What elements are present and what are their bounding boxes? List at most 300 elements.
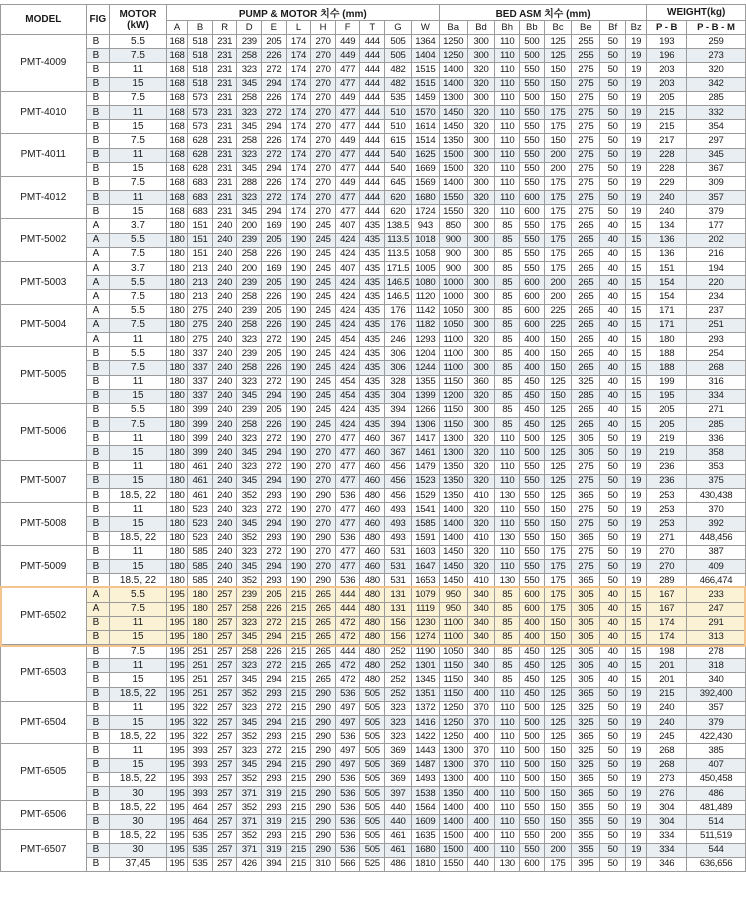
value-cell: 1515 (411, 63, 439, 77)
value-cell: 171 (647, 318, 687, 332)
motor-cell: 5.5 (110, 233, 167, 247)
value-cell: 477 (335, 148, 360, 162)
value-cell: 345 (237, 77, 262, 91)
value-cell: 290 (311, 716, 336, 730)
value-cell: 234 (686, 290, 745, 304)
value-cell: 550 (520, 134, 545, 148)
value-cell: 393 (188, 786, 213, 800)
value-cell: 200 (544, 276, 572, 290)
value-cell: 15 (625, 659, 646, 673)
table-row (1, 233, 746, 247)
table-row (1, 758, 746, 772)
value-cell: 226 (262, 91, 287, 105)
value-cell: 394 (385, 418, 412, 432)
value-cell: 19 (625, 176, 646, 190)
motor-cell: 15 (110, 77, 167, 91)
value-cell: 226 (262, 361, 287, 375)
value-cell: 265 (572, 403, 600, 417)
value-cell: 125 (544, 673, 572, 687)
value-cell: 195 (166, 630, 187, 644)
fig-cell: B (86, 815, 110, 829)
value-cell: 323 (237, 191, 262, 205)
value-cell: 450 (520, 403, 545, 417)
value-cell: 110 (495, 176, 520, 190)
value-cell: 275 (572, 176, 600, 190)
value-cell: 480 (360, 659, 385, 673)
value-cell: 205 (262, 276, 287, 290)
value-cell: 15 (625, 290, 646, 304)
value-cell: 215 (286, 829, 311, 843)
fig-cell: B (86, 801, 110, 815)
value-cell: 154 (647, 290, 687, 304)
value-cell: 253 (647, 503, 687, 517)
value-cell: 193 (647, 35, 687, 49)
value-cell: 50 (600, 446, 626, 460)
value-cell: 271 (647, 531, 687, 545)
value-cell: 1400 (439, 815, 467, 829)
value-cell: 215 (286, 602, 311, 616)
value-cell: 395 (572, 857, 600, 871)
value-cell: 268 (647, 758, 687, 772)
value-cell: 85 (495, 332, 520, 346)
table-row (1, 332, 746, 346)
value-cell: 50 (600, 63, 626, 77)
motor-header-line1: MOTOR (119, 8, 157, 20)
value-cell: 125 (544, 403, 572, 417)
motor-cell: 18.5, 22 (110, 531, 167, 545)
value-cell: 257 (212, 645, 237, 659)
value-cell: 240 (647, 701, 687, 715)
value-cell: 290 (311, 574, 336, 588)
value-cell: 1050 (439, 645, 467, 659)
value-cell: 138.5 (385, 219, 412, 233)
value-cell: 435 (360, 418, 385, 432)
value-cell: 435 (360, 403, 385, 417)
value-cell: 215 (286, 758, 311, 772)
value-cell: 50 (600, 730, 626, 744)
value-cell: 399 (188, 446, 213, 460)
value-cell: 1450 (439, 120, 467, 134)
motor-cell: 11 (110, 616, 167, 630)
value-cell: 410 (467, 531, 495, 545)
table-row (1, 35, 746, 49)
value-cell: 449 (335, 49, 360, 63)
value-cell: 399 (188, 403, 213, 417)
motor-cell: 7.5 (110, 418, 167, 432)
value-cell: 500 (520, 701, 545, 715)
table-row (1, 361, 746, 375)
value-cell: 304 (647, 801, 687, 815)
value-cell: 536 (335, 786, 360, 800)
value-cell: 246 (385, 332, 412, 346)
value-cell: 257 (212, 701, 237, 715)
value-cell: 400 (520, 347, 545, 361)
value-cell: 19 (625, 559, 646, 573)
value-cell: 168 (166, 176, 187, 190)
value-cell: 369 (385, 772, 412, 786)
value-cell: 180 (166, 389, 187, 403)
value-cell: 50 (600, 77, 626, 91)
value-cell: 272 (262, 375, 287, 389)
motor-cell: 15 (110, 205, 167, 219)
value-cell: 180 (166, 304, 187, 318)
fig-cell: B (86, 531, 110, 545)
value-cell: 19 (625, 545, 646, 559)
value-cell: 237 (686, 304, 745, 318)
value-cell: 1100 (439, 347, 467, 361)
value-cell: 168 (166, 120, 187, 134)
value-cell: 585 (188, 574, 213, 588)
value-cell: 1550 (439, 205, 467, 219)
value-cell: 1399 (411, 389, 439, 403)
value-cell: 466,474 (686, 574, 745, 588)
value-cell: 190 (286, 262, 311, 276)
fig-cell: B (86, 205, 110, 219)
value-cell: 683 (188, 176, 213, 190)
value-cell: 505 (360, 815, 385, 829)
value-cell: 444 (360, 134, 385, 148)
value-cell: 482 (385, 63, 412, 77)
value-cell: 294 (262, 474, 287, 488)
value-cell: 536 (335, 730, 360, 744)
value-cell: 294 (262, 517, 287, 531)
value-cell: 505 (360, 744, 385, 758)
value-cell: 180 (166, 219, 187, 233)
value-cell: 294 (262, 77, 287, 91)
value-cell: 265 (572, 332, 600, 346)
value-cell: 1150 (439, 403, 467, 417)
value-cell: 168 (166, 91, 187, 105)
value-cell: 444 (335, 588, 360, 602)
value-cell: 257 (212, 659, 237, 673)
value-cell: 169 (262, 219, 287, 233)
value-cell: 323 (237, 375, 262, 389)
value-cell: 328 (385, 375, 412, 389)
value-cell: 240 (212, 531, 237, 545)
value-cell: 270 (311, 474, 336, 488)
value-cell: 188 (647, 347, 687, 361)
value-cell: 270 (311, 120, 336, 134)
value-cell: 1515 (411, 77, 439, 91)
value-cell: 319 (262, 786, 287, 800)
value-cell: 270 (311, 91, 336, 105)
value-cell: 257 (212, 616, 237, 630)
value-cell: 180 (166, 262, 187, 276)
value-cell: 190 (286, 290, 311, 304)
value-cell: 85 (495, 361, 520, 375)
value-cell: 150 (544, 347, 572, 361)
value-cell: 257 (212, 630, 237, 644)
value-cell: 150 (544, 786, 572, 800)
table-row (1, 120, 746, 134)
value-cell: 435 (360, 247, 385, 261)
value-cell: 1293 (411, 332, 439, 346)
fig-cell: B (86, 687, 110, 701)
value-cell: 215 (647, 105, 687, 119)
value-cell: 400 (467, 786, 495, 800)
value-cell: 203 (647, 63, 687, 77)
value-cell: 174 (286, 162, 311, 176)
value-cell: 110 (495, 446, 520, 460)
value-cell: 600 (520, 588, 545, 602)
value-cell: 523 (188, 503, 213, 517)
model-cell: PMT-6507 (1, 829, 87, 872)
value-cell: 259 (686, 35, 745, 49)
value-cell: 275 (572, 460, 600, 474)
value-cell: 275 (572, 91, 600, 105)
value-cell: 322 (188, 730, 213, 744)
value-cell: 19 (625, 120, 646, 134)
table-row (1, 219, 746, 233)
table-row (1, 262, 746, 276)
value-cell: 300 (467, 233, 495, 247)
motor-cell: 7.5 (110, 645, 167, 659)
value-cell: 240 (212, 403, 237, 417)
value-cell: 371 (237, 843, 262, 857)
value-cell: 450 (520, 418, 545, 432)
value-cell: 300 (467, 176, 495, 190)
value-cell: 294 (262, 758, 287, 772)
value-cell: 240 (212, 375, 237, 389)
value-cell: 113.5 (385, 247, 412, 261)
motor-cell: 11 (110, 460, 167, 474)
value-cell: 198 (647, 645, 687, 659)
value-cell: 175 (544, 176, 572, 190)
value-cell: 180 (166, 432, 187, 446)
value-cell: 19 (625, 474, 646, 488)
value-cell: 600 (520, 276, 545, 290)
value-cell: 265 (311, 602, 336, 616)
value-cell: 190 (286, 332, 311, 346)
value-cell: 270 (311, 148, 336, 162)
value-cell: 231 (212, 49, 237, 63)
value-cell: 180 (188, 616, 213, 630)
value-cell: 175 (544, 588, 572, 602)
value-cell: 444 (360, 105, 385, 119)
value-cell: 151 (188, 219, 213, 233)
value-cell: 50 (600, 786, 626, 800)
value-cell: 231 (212, 35, 237, 49)
value-cell: 220 (686, 276, 745, 290)
value-cell: 477 (335, 503, 360, 517)
value-cell: 477 (335, 191, 360, 205)
value-cell: 252 (385, 645, 412, 659)
value-cell: 300 (467, 318, 495, 332)
value-cell: 1250 (439, 730, 467, 744)
value-cell: 1570 (411, 105, 439, 119)
value-cell: 323 (237, 545, 262, 559)
value-cell: 50 (600, 460, 626, 474)
value-cell: 174 (286, 120, 311, 134)
value-cell: 500 (520, 35, 545, 49)
value-cell: 536 (335, 801, 360, 815)
value-cell: 536 (335, 843, 360, 857)
value-cell: 505 (360, 701, 385, 715)
model-cell: PMT-6506 (1, 801, 87, 829)
value-cell: 294 (262, 205, 287, 219)
fig-cell: B (86, 91, 110, 105)
motor-cell: 11 (110, 332, 167, 346)
value-cell: 400 (520, 332, 545, 346)
value-cell: 226 (262, 49, 287, 63)
value-cell: 518 (188, 63, 213, 77)
motor-cell: 5.5 (110, 403, 167, 417)
value-cell: 290 (311, 801, 336, 815)
motor-cell: 7.5 (110, 247, 167, 261)
value-cell: 190 (286, 574, 311, 588)
value-cell: 175 (544, 120, 572, 134)
value-cell: 275 (572, 148, 600, 162)
value-cell: 195 (166, 857, 187, 871)
value-cell: 270 (647, 545, 687, 559)
model-cell: PMT-5007 (1, 460, 87, 503)
value-cell: 497 (335, 716, 360, 730)
value-cell: 110 (495, 545, 520, 559)
value-cell: 285 (686, 418, 745, 432)
model-cell: PMT-6503 (1, 645, 87, 702)
value-cell: 270 (311, 105, 336, 119)
value-cell: 1404 (411, 49, 439, 63)
value-cell: 454 (335, 389, 360, 403)
value-cell: 1300 (439, 446, 467, 460)
value-cell: 19 (625, 148, 646, 162)
value-cell: 110 (495, 843, 520, 857)
value-cell: 448,456 (686, 531, 745, 545)
fig-cell: B (86, 375, 110, 389)
value-cell: 456 (385, 460, 412, 474)
value-cell: 337 (188, 375, 213, 389)
value-cell: 215 (286, 786, 311, 800)
fig-cell: B (86, 460, 110, 474)
value-cell: 85 (495, 389, 520, 403)
value-cell: 461 (188, 460, 213, 474)
value-cell: 300 (467, 247, 495, 261)
value-cell: 345 (686, 148, 745, 162)
value-cell: 190 (286, 389, 311, 403)
value-cell: 1541 (411, 503, 439, 517)
value-cell: 195 (166, 602, 187, 616)
value-cell: 500 (520, 716, 545, 730)
value-cell: 600 (520, 318, 545, 332)
value-cell: 245 (311, 332, 336, 346)
dim-header: P - B (647, 21, 687, 35)
value-cell: 435 (360, 332, 385, 346)
value-cell: 40 (600, 233, 626, 247)
value-cell: 1150 (439, 375, 467, 389)
value-cell: 435 (360, 347, 385, 361)
value-cell: 175 (544, 247, 572, 261)
value-cell: 293 (262, 730, 287, 744)
value-cell: 240 (212, 247, 237, 261)
value-cell: 190 (286, 318, 311, 332)
value-cell: 365 (572, 687, 600, 701)
value-cell: 110 (495, 687, 520, 701)
dim-header: Bz (625, 21, 646, 35)
fig-cell: B (86, 403, 110, 417)
motor-cell: 7.5 (110, 318, 167, 332)
model-cell: PMT-4010 (1, 91, 87, 134)
value-cell: 1569 (411, 176, 439, 190)
value-cell: 332 (686, 105, 745, 119)
value-cell: 258 (237, 645, 262, 659)
value-cell: 435 (360, 304, 385, 318)
value-cell: 375 (686, 474, 745, 488)
value-cell: 550 (520, 801, 545, 815)
value-cell: 477 (335, 162, 360, 176)
value-cell: 316 (686, 375, 745, 389)
value-cell: 201 (647, 659, 687, 673)
value-cell: 573 (188, 91, 213, 105)
value-cell: 257 (212, 829, 237, 843)
fig-cell: A (86, 262, 110, 276)
value-cell: 50 (600, 716, 626, 730)
value-cell: 510 (385, 105, 412, 119)
value-cell: 131 (385, 602, 412, 616)
value-cell: 371 (237, 815, 262, 829)
value-cell: 40 (600, 361, 626, 375)
motor-cell: 18.5, 22 (110, 772, 167, 786)
value-cell: 600 (520, 304, 545, 318)
motor-cell: 11 (110, 503, 167, 517)
value-cell: 15 (625, 219, 646, 233)
value-cell: 367 (385, 432, 412, 446)
value-cell: 477 (335, 545, 360, 559)
value-cell: 215 (286, 815, 311, 829)
value-cell: 85 (495, 318, 520, 332)
value-cell: 323 (237, 616, 262, 630)
value-cell: 270 (311, 460, 336, 474)
value-cell: 199 (647, 375, 687, 389)
value-cell: 215 (286, 659, 311, 673)
fig-cell: B (86, 730, 110, 744)
value-cell: 352 (237, 574, 262, 588)
value-cell: 345 (237, 716, 262, 730)
value-cell: 323 (237, 701, 262, 715)
value-cell: 464 (188, 801, 213, 815)
value-cell: 270 (311, 432, 336, 446)
value-cell: 460 (360, 503, 385, 517)
fig-cell: B (86, 446, 110, 460)
value-cell: 435 (360, 276, 385, 290)
fig-cell: B (86, 786, 110, 800)
value-cell: 50 (600, 801, 626, 815)
value-cell: 477 (335, 559, 360, 573)
value-cell: 305 (572, 588, 600, 602)
value-cell: 190 (286, 531, 311, 545)
value-cell: 85 (495, 602, 520, 616)
table-row (1, 375, 746, 389)
value-cell: 19 (625, 857, 646, 871)
value-cell: 290 (311, 843, 336, 857)
value-cell: 1300 (439, 758, 467, 772)
pump-motor-group-header: PUMP & MOTOR 치수 (mm) (166, 5, 439, 21)
value-cell: 125 (544, 489, 572, 503)
value-cell: 305 (572, 616, 600, 630)
value-cell: 424 (335, 418, 360, 432)
value-cell: 340 (467, 616, 495, 630)
value-cell: 50 (600, 815, 626, 829)
value-cell: 252 (385, 673, 412, 687)
value-cell: 480 (360, 645, 385, 659)
value-cell: 367 (385, 446, 412, 460)
value-cell: 345 (237, 120, 262, 134)
value-cell: 272 (262, 616, 287, 630)
value-cell: 531 (385, 545, 412, 559)
value-cell: 240 (212, 347, 237, 361)
value-cell: 195 (647, 389, 687, 403)
weight-group-header: WEIGHT(kg) (647, 5, 746, 21)
value-cell: 110 (495, 815, 520, 829)
